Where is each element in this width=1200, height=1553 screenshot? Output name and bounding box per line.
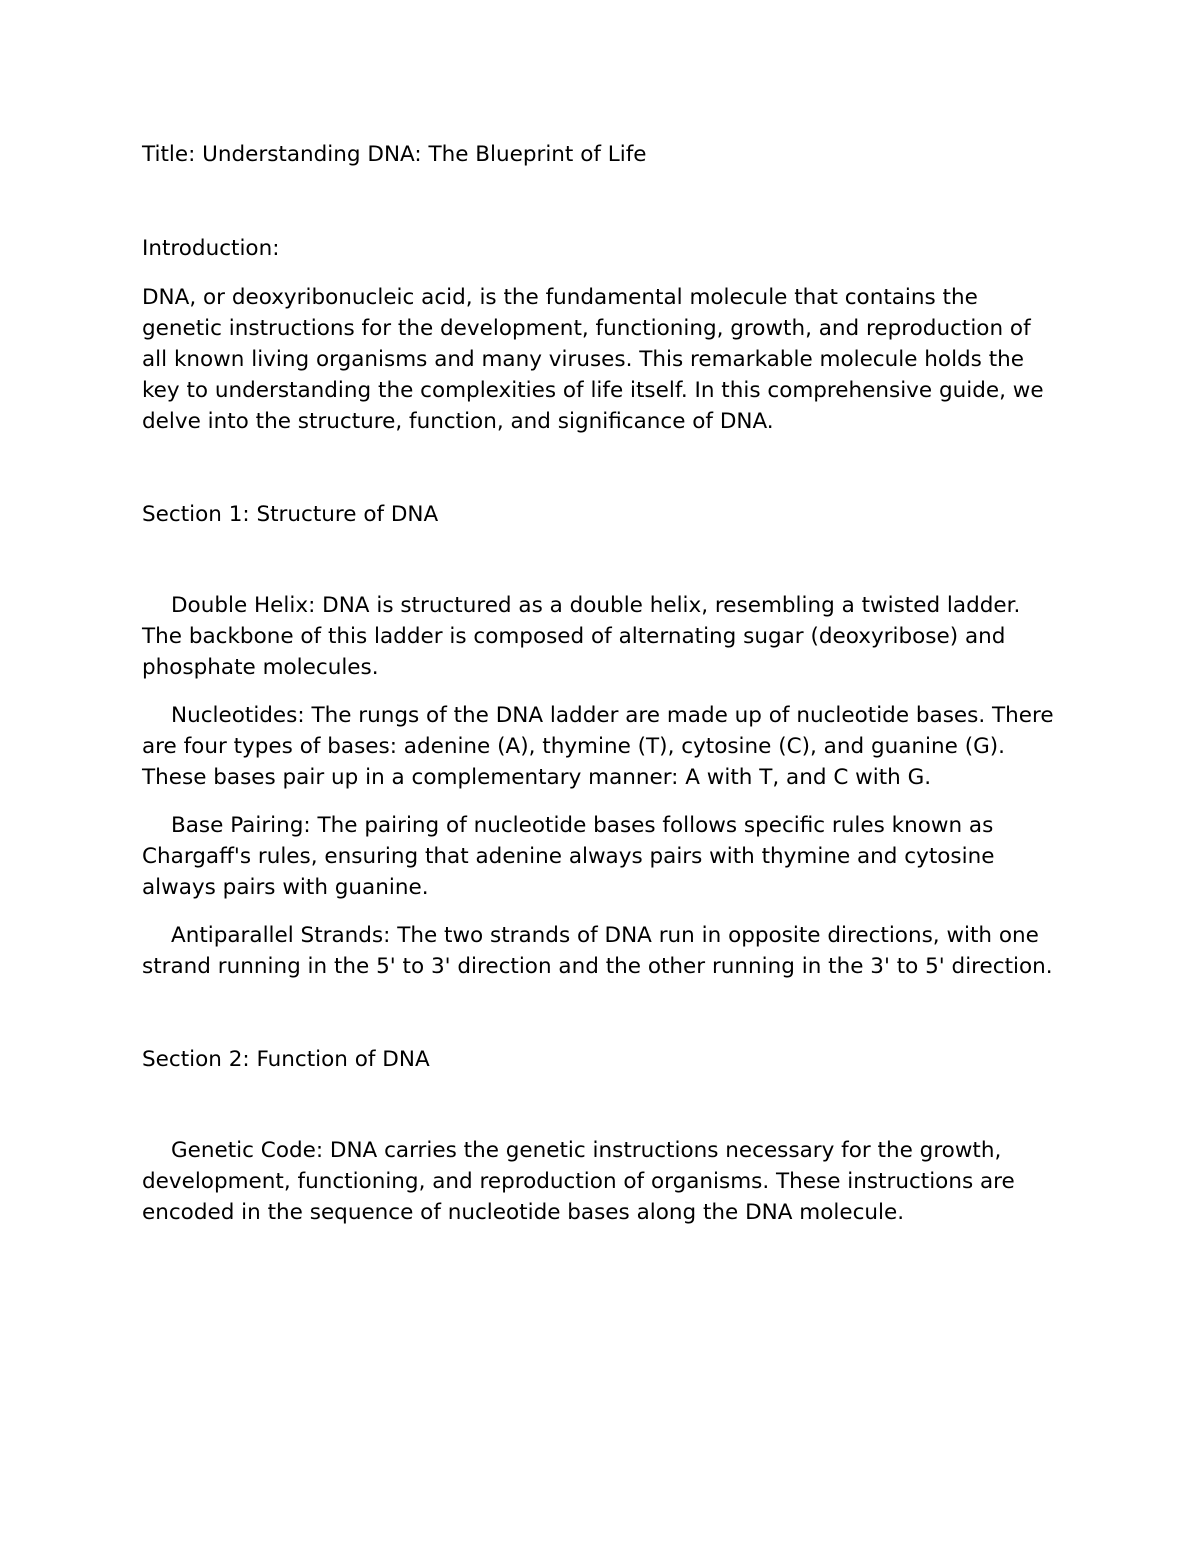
document-page	[142, 139, 1062, 1245]
section-1-item-antiparallel-strands: Antiparallel Strands: The two strands of DNA run in opposite directions, with one strand running in the 5' to 3' direction and the other running in the 3' to 5' direction.	[142, 923, 1053, 979]
document-title: Title: Understanding DNA: The Blueprint of Life	[142, 142, 647, 167]
section-1-heading: Section 1: Structure of DNA	[142, 502, 439, 527]
intro-paragraph: DNA, or deoxyribonucleic acid, is the fundamental molecule that contains the genetic instructions for the development, functioning, growth, and reproduction of all known living organisms and many viruses. This remarkable molecule holds the key to understanding the complexities of life itself. In this comprehensive guide, we delve into the structure, function, and significance of DNA.	[142, 285, 1044, 434]
section-1-item-nucleotides: Nucleotides: The rungs of the DNA ladder are made up of nucleotide bases. There are four types of bases: adenine (A), thymine (T), cytosine (C), and guanine (G). These bases pair up in a complementary manner: A with T, and C with G.	[142, 703, 1054, 790]
intro-heading: Introduction:	[142, 236, 280, 261]
section-2-item-genetic-code: Genetic Code: DNA carries the genetic instructions necessary for the growth, development, functioning, and reproduction of organisms. These instructions are encoded in the sequence of nucleotide bases along the DNA molecule.	[142, 1138, 1015, 1225]
section-1-item-base-pairing: Base Pairing: The pairing of nucleotide bases follows specific rules known as Chargaff's rules, ensuring that adenine always pairs with thymine and cytosine always pairs with guanine.	[142, 813, 995, 900]
section-1-item-double-helix: Double Helix: DNA is structured as a double helix, resembling a twisted ladder. The backbone of this ladder is composed of alternating sugar (deoxyribose) and phosphate molecules.	[142, 593, 1021, 680]
section-2-heading: Section 2: Function of DNA	[142, 1047, 430, 1072]
